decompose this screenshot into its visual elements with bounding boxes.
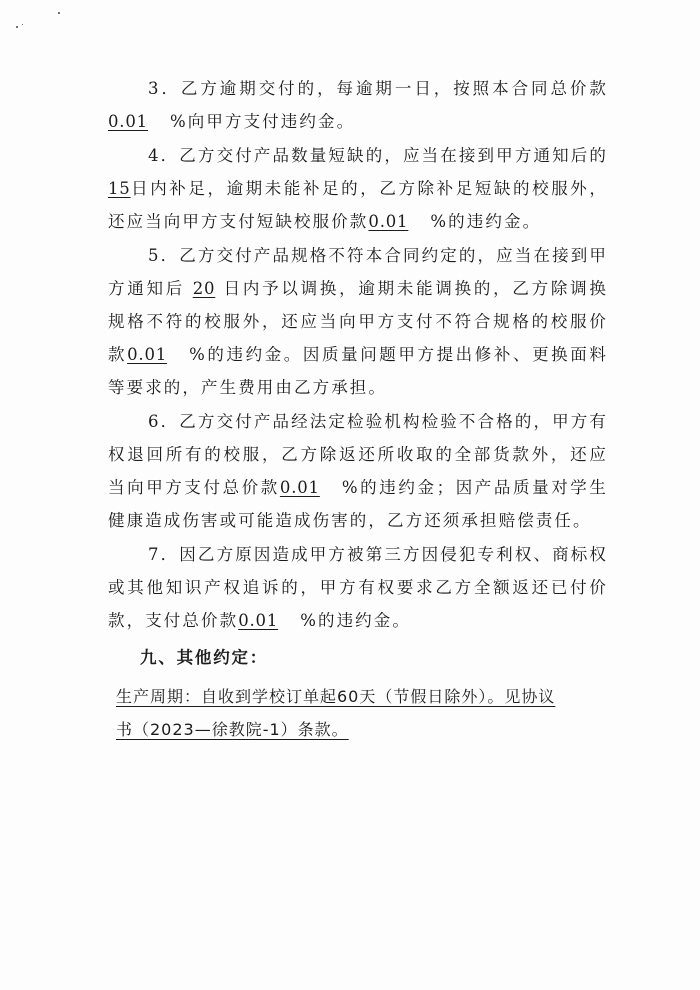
clause-4: 4．乙方交付产品数量短缺的，应当在接到甲方通知后的15日内补足，逾期未能补足的，乙方除补足短缺的校服外，还应当向甲方支付短缺校服价款0.01 %的违约金。 (108, 139, 608, 238)
filled-blank: 15 (108, 179, 131, 198)
contract-body (108, 72, 608, 746)
clause-5: 5．乙方交付产品规格不符本合同约定的，应当在接到甲方通知后 20 日内予以调换，逾期未能调换的，乙方除调换规格不符的校服外，还应当向甲方支付不符合规格的校服价款0.01 %的违约金。因质量问题甲方提出修补、更换面料等要求的，产生费用由乙方承担。 (108, 246, 608, 397)
clause-number: 3． (148, 79, 181, 98)
clause-7: 7．因乙方原因造成甲方被第三方因侵犯专利权、商标权或其他知识产权追诉的，甲方有权要求乙方全额返还已付价款，支付总价款0.01 %的违约金。 (108, 538, 608, 637)
filled-blank: 0.01 (127, 345, 168, 364)
other-agreement-line-1: 生产周期：自收到学校订单起60天（节假日除外）。见协议 (116, 687, 556, 706)
clause-6: 6．乙方交付产品经法定检验机构检验不合格的，甲方有权退回所有的校服，乙方除返还所收取的全部货款外，还应当向甲方支付总价款0.01 %的违约金；因产品质量对学生健康造成伤害或可能造成伤害的，乙方还须承担赔偿责任。 (108, 412, 608, 530)
filled-blank: 0.01 (238, 611, 279, 630)
clause-3: 3．乙方逾期交付的，每逾期一日，按照本合同总价款0.01 %向甲方支付违约金。 (108, 72, 608, 138)
other-agreement-text (116, 680, 608, 746)
clause-number: 4． (148, 146, 180, 165)
clause-number: 6． (148, 412, 180, 431)
filled-blank: 20 (192, 279, 216, 298)
section-heading-other-agreements: 九、其他约定： (140, 648, 269, 667)
other-agreement-line-2: 书（2023—徐教院-1）条款。 (116, 720, 349, 739)
filled-blank: 0.01 (108, 112, 148, 131)
filled-blank: 0.01 (368, 212, 409, 231)
filled-blank: 0.01 (279, 478, 320, 497)
clause-number: 5． (148, 246, 180, 265)
clause-number: 7． (148, 545, 180, 564)
